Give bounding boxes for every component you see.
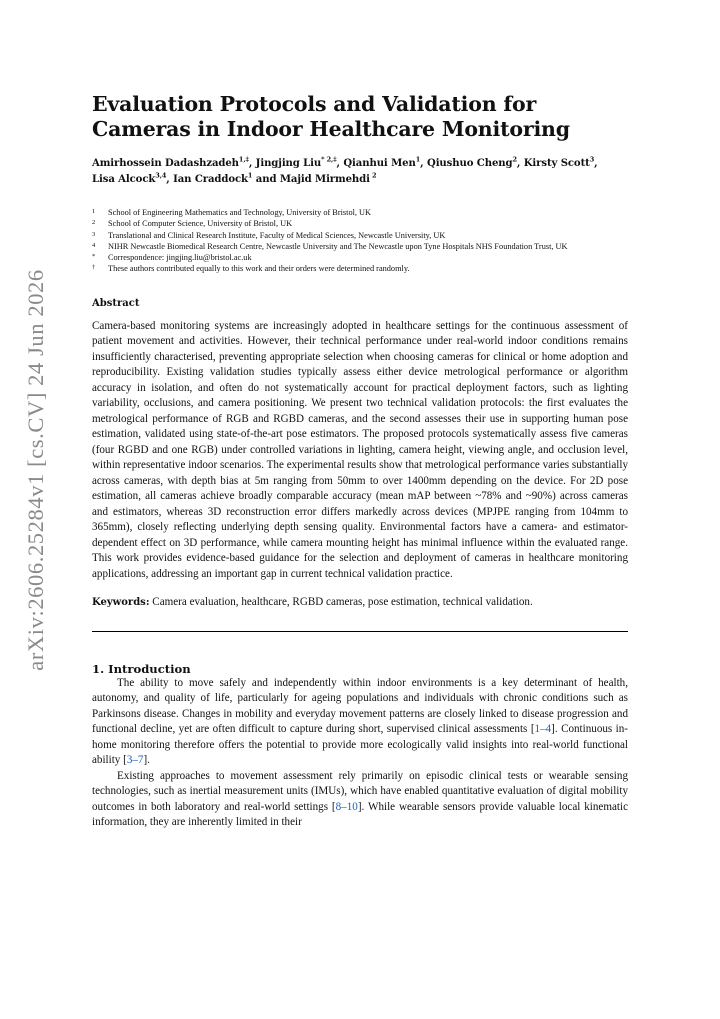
section-divider: [92, 631, 628, 632]
affiliation-list: [92, 207, 628, 275]
citation-link[interactable]: 1–4: [534, 723, 552, 736]
author-name: Amirhossein Dadashzadeh: [92, 158, 239, 169]
abstract-heading: Abstract: [92, 297, 140, 309]
citation-link[interactable]: 8–10: [335, 800, 358, 813]
affiliation-mark: 2: [92, 219, 96, 227]
author-name: Lisa Alcock: [92, 174, 156, 185]
author-affiliation-mark: 2: [369, 171, 377, 180]
affiliation-mark: †: [92, 264, 96, 272]
author-name: Qiushuo Cheng: [427, 158, 513, 169]
keywords-label: Keywords:: [92, 597, 150, 609]
abstract-text: Camera-based monitoring systems are increasingly adopted in healthcare settings for the continuous assessment of patient movement and activities. However, their technical performance under real-world indoor conditions remains insufficiently characterised, preventing appropriate selection when choosing cameras for clinical or home adoption and reproducibility. Existing validation studies typically assess either device metrological performance or algorithm accuracy in isolation, and often do not systematically account for practical deployment factors, such as lighting variability, occlusions, and camera positioning. We present two technical validation protocols: the first evaluates the metrological performance of RGB and RGBD cameras, and the second assesses their use in supporting human pose estimation, validated using state-of-the-art pose estimators. The proposed protocols systematically assess five cameras (four RGBD and one RGB) under controlled variations in lighting, camera height, viewing angle, and occlusion level, within representative indoor scenarios. The experimental results show that metrological performance varies substantially across cameras, with depth bias at 5m ranging from 50mm to over 1400mm depending on the device. For 2D pose estimation, all cameras achieve broadly comparable accuracy (mean mAP between ~78% and ~90%) across cameras and estimators, whereas 3D reconstruction error differs markedly across devices (MPJPE ranging from 104mm to 365mm), closely reflecting underlying depth sensing quality. Environmental factors have a camera- and estimator-dependent effect on 3D performance, while camera mounting height has minimal influence within the evaluated range. This work provides evidence-based guidance for the selection and deployment of cameras in healthcare monitoring applications, addressing an important gap in current technical validation practice.: [92, 319, 628, 580]
author-affiliation-mark: 1: [415, 155, 421, 164]
affiliation-text: Translational and Clinical Research Institute, Faculty of Medical Sciences, Newcastle University, UK: [108, 230, 446, 240]
affiliation-item: [92, 263, 628, 274]
keywords-text: Camera evaluation, healthcare, RGBD cameras, pose estimation, technical validation.: [152, 596, 533, 609]
author-name: Majid Mirmehdi: [279, 174, 370, 185]
affiliation-item: [92, 218, 628, 229]
affiliation-text: These authors contributed equally to this work and their orders were determined randomly.: [108, 264, 410, 274]
author-affiliation-mark: 2: [512, 155, 517, 164]
affiliation-item: [92, 207, 628, 218]
affiliation-mark: *: [92, 253, 96, 261]
affiliation-item: [92, 252, 628, 263]
affiliation-mark: 4: [92, 241, 96, 249]
paper-page: [92, 92, 628, 831]
affiliation-text: School of Computer Science, University of Bristol, UK: [108, 219, 293, 229]
arxiv-identifier-stamp: arXiv:2606.25284v1 [cs.CV] 24 Jun 2026: [23, 269, 48, 671]
author-name: Qianhui Men: [343, 158, 416, 169]
affiliation-text: NIHR Newcastle Biomedical Research Centre, Newcastle University and The Newcastle upon Tyne Hospitals NHS Foundation Trust, UK: [108, 241, 568, 251]
keywords-line: [92, 595, 628, 611]
introduction-body: [92, 676, 628, 831]
paper-title: Evaluation Protocols and Validation for Cameras in Indoor Healthcare Monitoring: [92, 92, 570, 141]
author-affiliation-mark: 3: [589, 155, 595, 164]
author-affiliation-mark: * 2,‡: [321, 155, 337, 164]
citation-link[interactable]: 3–7: [126, 754, 144, 767]
affiliation-mark: 1: [92, 208, 96, 215]
affiliation-text: Correspondence: jingjing.liu@bristol.ac.uk: [108, 253, 252, 263]
author-affiliation-mark: 1: [247, 171, 253, 180]
affiliation-item: [92, 230, 628, 241]
author-name: Ian Craddock: [173, 174, 248, 185]
body-paragraph: Existing approaches to movement assessment rely primarily on episodic clinical tests or wearable sensing technologies, such as inertial measurement units (IMUs), which have enabled quantitative evaluation of digital mobility outcomes in both laboratory and real-world settings [8–10]. While wearable sensors provide valuable local kinematic information, they are inherently limited in their: [92, 769, 628, 829]
affiliation-mark: 3: [92, 230, 96, 238]
affiliation-item: [92, 241, 628, 252]
section-heading-introduction: 1. Introduction: [92, 661, 191, 676]
author-name: Kirsty Scott: [523, 158, 590, 169]
body-paragraph: The ability to move safely and independently within indoor environments is a key determinant of health, autonomy, and quality of life, particularly for ageing populations and individuals with chronic conditions such as Parkinsons disease. Changes in mobility and everyday movement patterns are closely linked to disease progression and functional decline, yet are often difficult to capture during short, supervised clinical assessments [1–4]. Continuous in-home monitoring therefore offers the potential to provide more ecologically valid insights into real-world functional ability [3–7].: [92, 676, 628, 767]
author-affiliation-mark: 1,‡: [238, 155, 249, 164]
affiliation-text: School of Engineering Mathematics and Technology, University of Bristol, UK: [108, 208, 372, 217]
author-name: Jingjing Liu: [255, 158, 322, 169]
author-affiliation-mark: 3,4: [155, 171, 167, 180]
author-list: Amirhossein Dadashzadeh$^{1,\ddagger}$, Jingjing Liu$^{* 2,\ddagger}$, Qianhui Men$^1$, Qiushuo Cheng$^2$, Kirsty Scott$^3$, Lisa Alcock$^{3,4}$, Ian Craddock$^1$ and Majid Mirmehdi $^2$: [92, 155, 598, 185]
